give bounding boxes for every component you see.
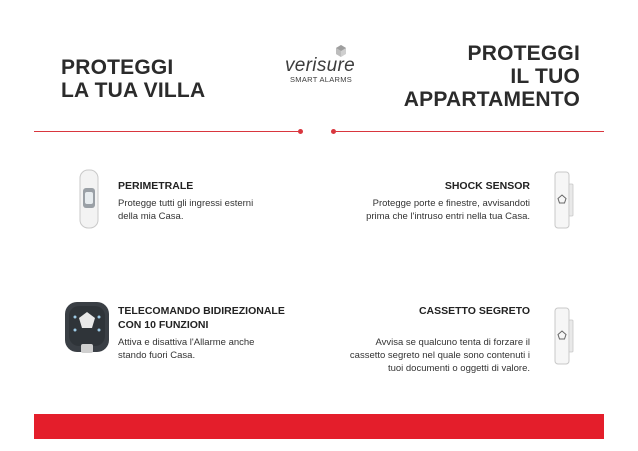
shock-sensor-title: SHOCK SENSOR (444, 180, 530, 192)
logo-subtitle: SMART ALARMS (290, 75, 353, 84)
logo-wordmark: verisure (285, 55, 355, 76)
drawer-sensor-icon (552, 306, 574, 366)
left-headline-line-1: PROTEGGI (61, 56, 174, 79)
right-headline-line-3: APPARTAMENTO (403, 88, 580, 111)
perimetrale-description: Protegge tutti gli ingressi esterni della mia Casa. (118, 198, 254, 222)
telecomando-description: Attiva e disattiva l'Allarme anche stando fuori Casa. (118, 337, 255, 361)
perimeter-sensor-icon (78, 168, 100, 230)
left-headline-line-2: LA TUA VILLA (61, 79, 206, 102)
footer-bar (34, 414, 604, 439)
remote-control-icon (62, 300, 112, 356)
perimetrale-title: PERIMETRALE (118, 180, 194, 192)
shock-sensor-icon (552, 170, 574, 230)
cassetto-segreto-description: Avvisa se qualcuno tenta di forzare il cassetto segreto nel quale sono contenuti i tuoi documenti o oggetti di valore. (349, 337, 530, 374)
right-headline-line-2: IL TUO (510, 65, 580, 88)
divider-left-dot (298, 129, 303, 134)
divider-right (336, 131, 604, 132)
right-headline (404, 42, 580, 111)
verisure-logo (281, 44, 361, 88)
cassetto-segreto-title: CASSETTO SEGRETO (418, 305, 530, 317)
right-headline-line-1: PROTEGGI (467, 42, 580, 65)
left-headline (61, 56, 205, 102)
shock-sensor-description: Protegge porte e finestre, avvisandoti prima che l'intruso entri nella tua Casa. (366, 198, 530, 222)
divider-left (34, 131, 300, 132)
telecomando-title: TELECOMANDO BIDIREZIONALE CON 10 FUNZIONI (118, 305, 285, 331)
